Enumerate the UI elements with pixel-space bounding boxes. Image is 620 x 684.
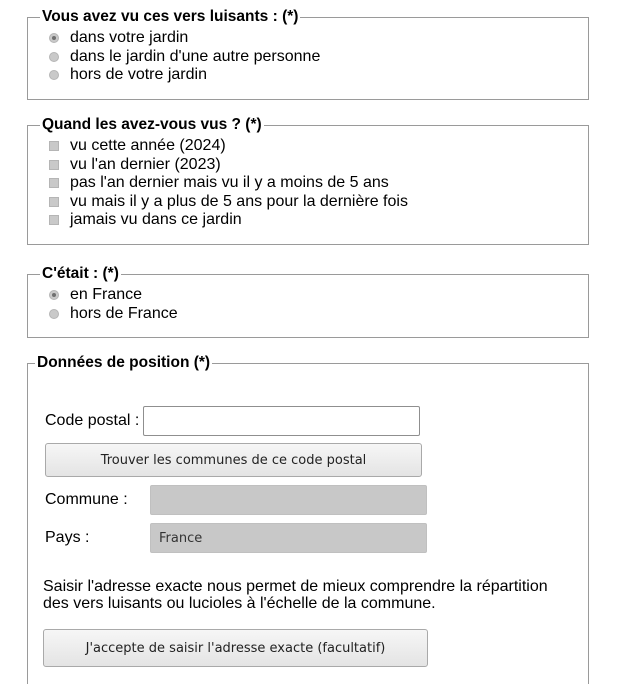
radio-button[interactable] bbox=[49, 309, 59, 319]
quand-fieldset bbox=[27, 116, 589, 245]
quand-option-jamais[interactable] bbox=[48, 211, 588, 230]
code-postal-label: Code postal : bbox=[45, 412, 140, 429]
option-label: vu l'an dernier (2023) bbox=[70, 155, 221, 173]
checkbox[interactable] bbox=[49, 197, 59, 207]
commune-row bbox=[45, 485, 427, 515]
find-communes-button[interactable]: Trouver les communes de ce code postal bbox=[45, 443, 422, 477]
quand-legend: Quand les avez-vous vus ? (*) bbox=[42, 116, 262, 133]
lieu-legend: Vous avez vu ces vers luisants : (*) bbox=[42, 8, 299, 25]
position-legend: Données de position (*) bbox=[37, 354, 211, 371]
option-label: jamais vu dans ce jardin bbox=[70, 211, 242, 229]
position-fieldset bbox=[27, 354, 589, 684]
option-label: en France bbox=[70, 286, 143, 304]
pays-field: France bbox=[150, 523, 427, 553]
pays-legend: C'était : (*) bbox=[42, 265, 119, 282]
checkbox[interactable] bbox=[49, 178, 59, 188]
checkbox[interactable] bbox=[49, 215, 59, 225]
option-label: hors de France bbox=[70, 304, 178, 322]
lieu-option-autre-jardin[interactable] bbox=[48, 48, 588, 67]
radio-button[interactable] bbox=[49, 33, 59, 43]
option-label: vu cette année (2024) bbox=[70, 137, 226, 155]
lieu-option-hors-jardin[interactable] bbox=[48, 66, 588, 85]
checkbox[interactable] bbox=[49, 141, 59, 151]
option-label: dans votre jardin bbox=[70, 29, 189, 47]
pays-row bbox=[45, 523, 427, 553]
option-label: dans le jardin d'une autre personne bbox=[70, 47, 321, 65]
radio-button[interactable] bbox=[49, 70, 59, 80]
lieu-option-jardin[interactable] bbox=[48, 29, 588, 48]
quand-option-plus-5-ans[interactable] bbox=[48, 193, 588, 212]
quand-option-an-dernier[interactable] bbox=[48, 156, 588, 175]
option-label: hors de votre jardin bbox=[70, 66, 207, 84]
checkbox[interactable] bbox=[49, 160, 59, 170]
radio-button[interactable] bbox=[49, 290, 59, 300]
commune-select[interactable] bbox=[150, 485, 427, 515]
accept-address-button[interactable]: J'accepte de saisir l'adresse exacte (facultatif) bbox=[43, 629, 428, 667]
pays-option-france[interactable] bbox=[48, 286, 588, 305]
radio-button[interactable] bbox=[49, 52, 59, 62]
option-label: vu mais il y a plus de 5 ans pour la dernière fois bbox=[70, 192, 408, 210]
address-info-text: Saisir l'adresse exacte nous permet de mieux comprendre la répartition des vers luisants ou lucioles à l'échelle de la commune. bbox=[43, 578, 548, 612]
lieu-fieldset bbox=[27, 8, 589, 100]
quand-option-moins-5-ans[interactable] bbox=[48, 174, 588, 193]
pays-fieldset bbox=[27, 265, 589, 338]
pays-label: Pays : bbox=[45, 529, 90, 546]
code-postal-row bbox=[45, 406, 420, 436]
code-postal-input[interactable] bbox=[143, 406, 420, 436]
quand-option-cette-annee[interactable] bbox=[48, 137, 588, 156]
option-label: pas l'an dernier mais vu il y a moins de 5 ans bbox=[70, 174, 389, 192]
commune-label: Commune : bbox=[45, 491, 128, 508]
pays-option-hors-france[interactable] bbox=[48, 305, 588, 324]
